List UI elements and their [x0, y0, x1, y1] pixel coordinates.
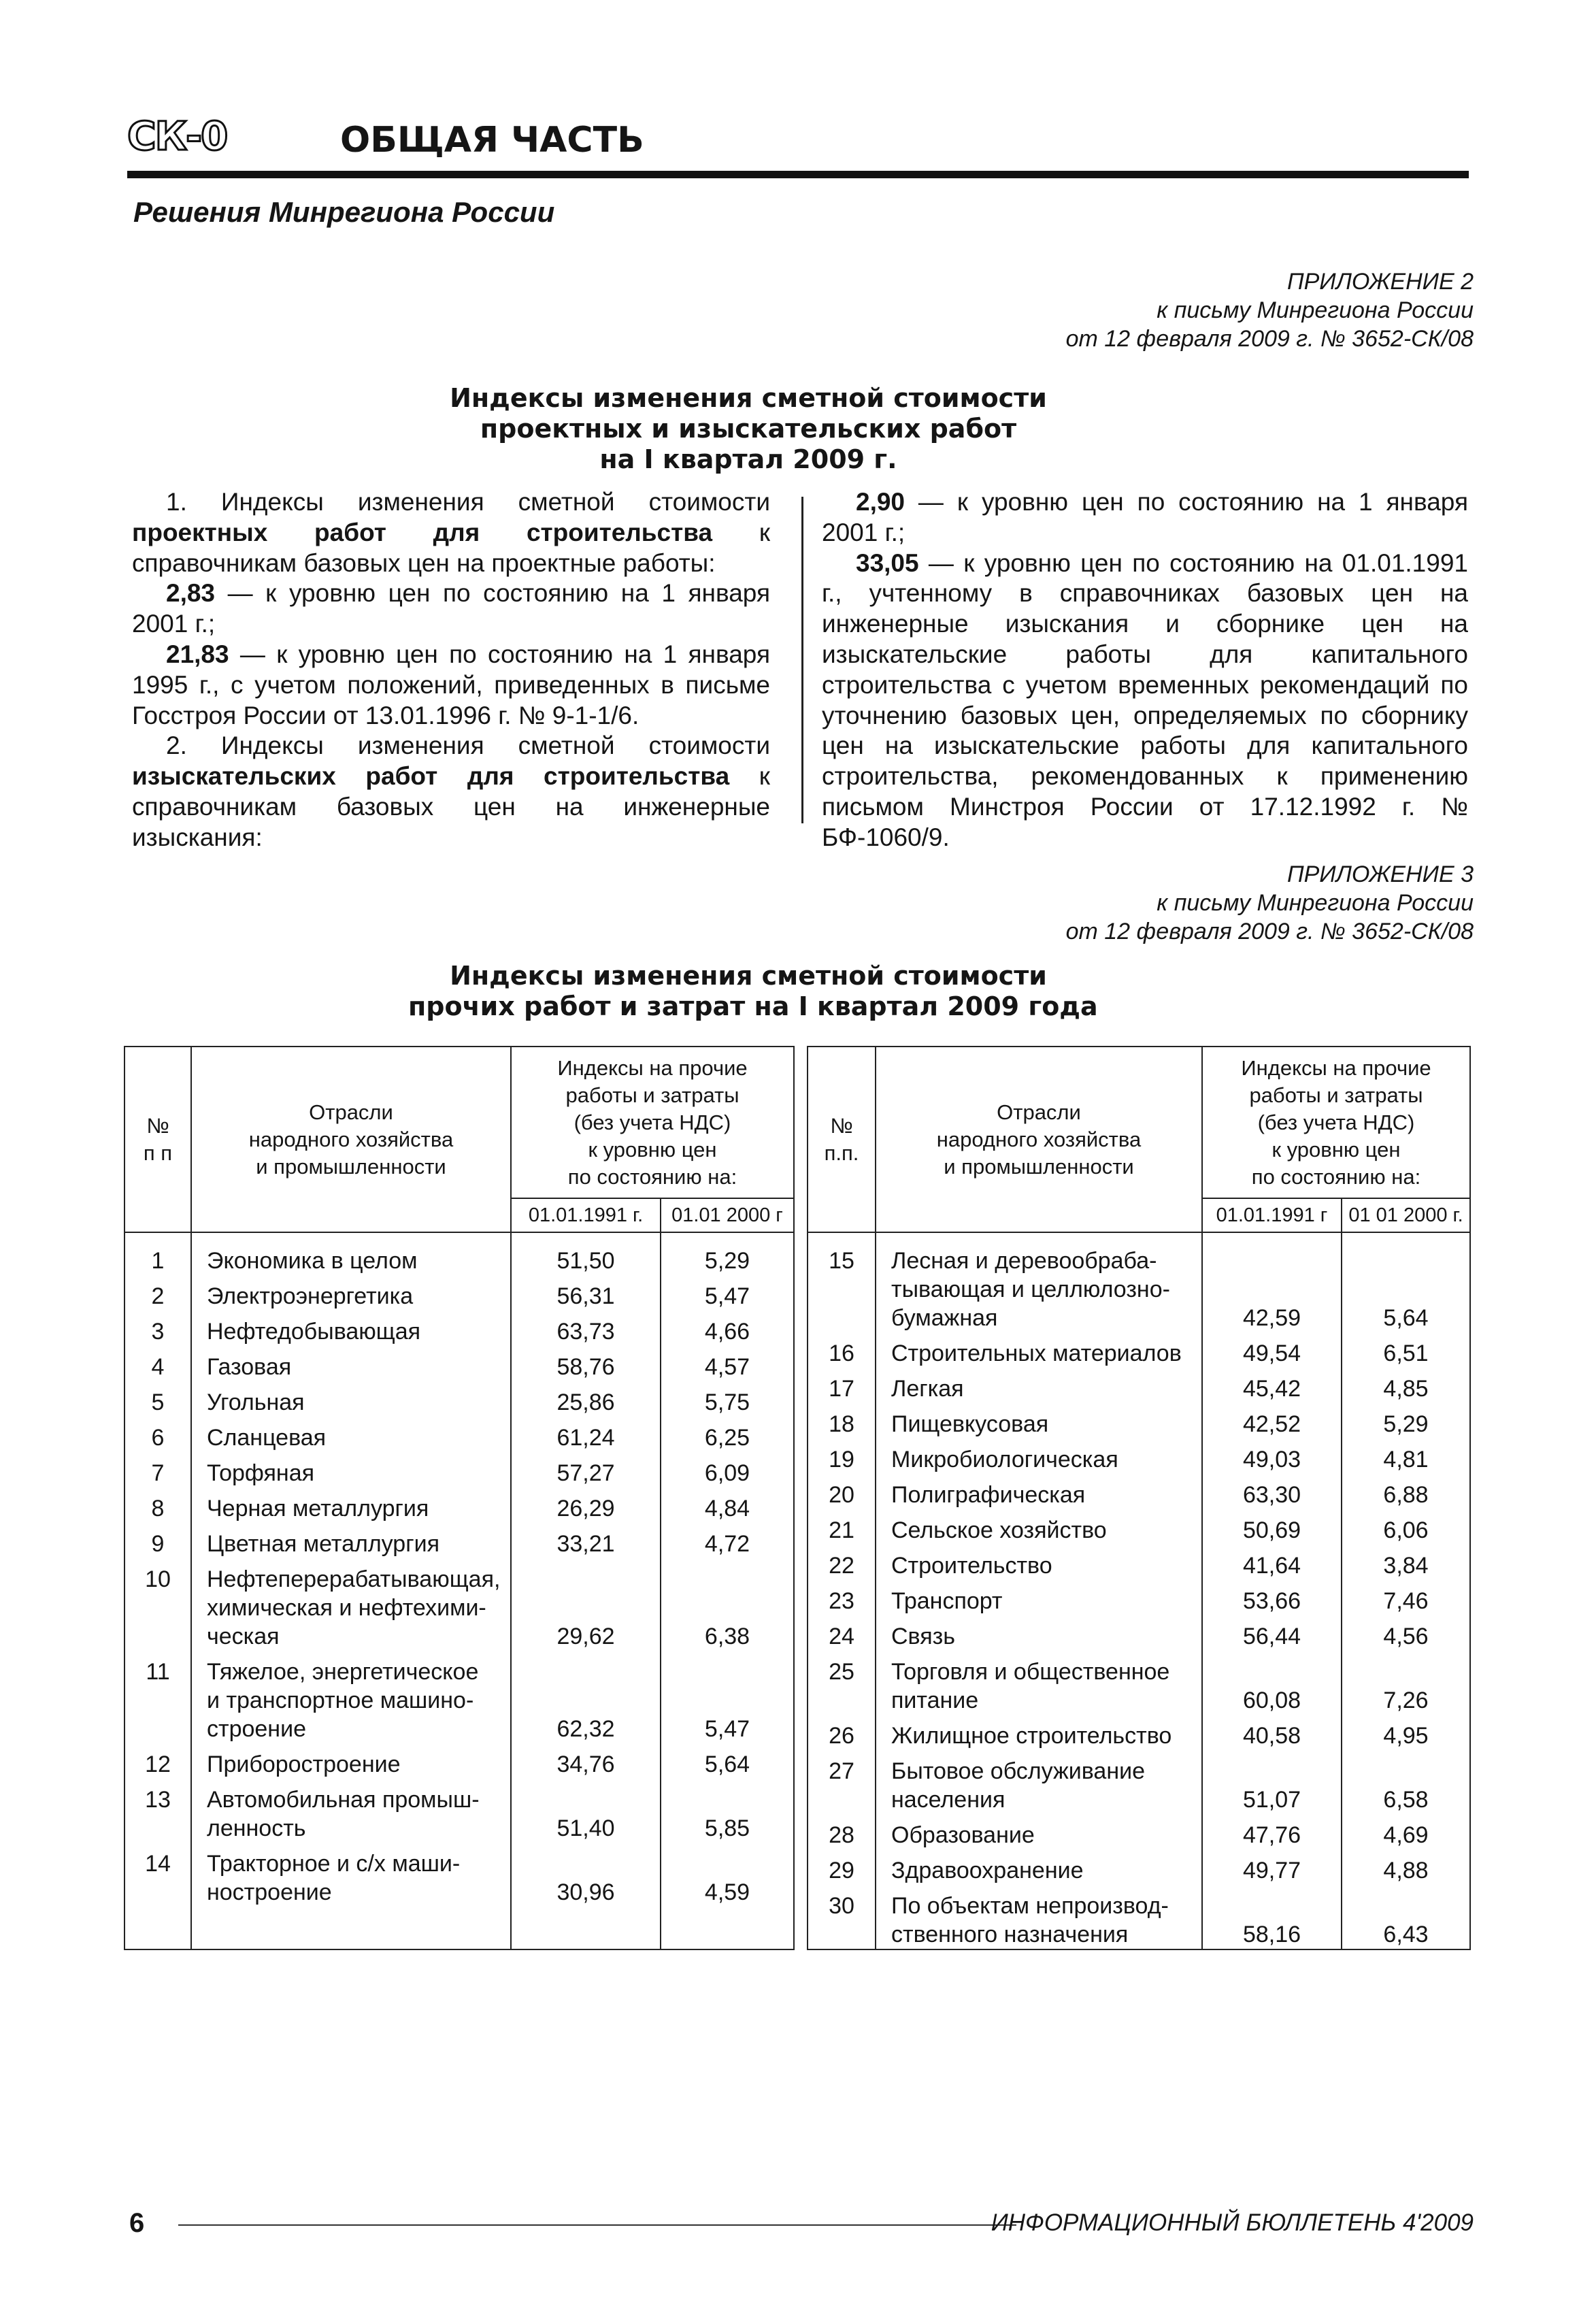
index-2000: 6,51 [1383, 1340, 1429, 1366]
index-2000: 6,09 [704, 1460, 750, 1486]
branch-name: Автомобильная промыш- [207, 1787, 480, 1813]
row-number: 13 [145, 1787, 171, 1813]
header-rule [127, 171, 1469, 178]
index-2000: 6,88 [1383, 1482, 1429, 1508]
col-1991-left [511, 1232, 661, 1949]
branch-name: питание [891, 1688, 979, 1713]
header-date-2000-right: 01 01 2000 г. [1342, 1198, 1470, 1232]
index-2000: 4,57 [704, 1354, 750, 1380]
branch-name: Строительных материалов [891, 1340, 1182, 1366]
index-2000: 5,29 [1383, 1411, 1429, 1437]
appendix-3-label: ПРИЛОЖЕНИЕ 3 [1286, 861, 1474, 887]
branch-name: бумажная [891, 1305, 998, 1331]
branch-name: Сланцевая [207, 1425, 327, 1451]
index-2000: 4,72 [704, 1531, 750, 1557]
index-2000: 5,47 [704, 1283, 750, 1309]
index-2000: 5,85 [704, 1815, 750, 1841]
branch-name: тывающая и целлюлозно- [891, 1277, 1170, 1302]
indices-table [124, 1046, 1471, 1950]
bulletin-title: ИНФОРМАЦИОННЫЙ БЮЛЛЕТЕНЬ 4'2009 [991, 2209, 1474, 2236]
row-number: 16 [829, 1340, 854, 1366]
appendix-2-label: ПРИЛОЖЕНИЕ 2 [1286, 269, 1474, 295]
row-number: 19 [829, 1447, 854, 1472]
index-1991: 58,16 [1242, 1922, 1301, 1947]
index-1991: 56,31 [556, 1283, 615, 1309]
index-1991: 41,64 [1242, 1553, 1301, 1579]
row-number: 23 [829, 1588, 854, 1614]
branch-name: Связь [891, 1624, 955, 1649]
appendix-2-date: от 12 февраля 2009 г. № 3652-СК/08 [1065, 326, 1474, 352]
branch-name: и транспортное машино- [207, 1688, 474, 1713]
row-number: 4 [151, 1354, 165, 1380]
header-branch-right: Отрасли народного хозяйства и промышленности [876, 1047, 1202, 1232]
row-number: 24 [829, 1624, 854, 1649]
appendix-2-left-column [132, 487, 770, 853]
index-1991: 51,07 [1242, 1787, 1301, 1813]
row-number: 1 [151, 1248, 165, 1274]
branch-name: Нефтеперерабатывающая, [207, 1566, 501, 1592]
appendix-3-letter: к письму Минрегиона России [1157, 890, 1474, 916]
index-2000: 5,75 [704, 1389, 750, 1415]
logo-text: СК-0 [127, 113, 227, 159]
index-1991: 45,42 [1242, 1376, 1301, 1402]
index-1991: 61,24 [556, 1425, 615, 1451]
index-1991: 63,73 [556, 1319, 615, 1345]
index-2000: 4,56 [1383, 1624, 1429, 1649]
branch-name: Жилищное строительство [891, 1723, 1172, 1749]
branch-name: По объектам непроизвод- [891, 1893, 1169, 1919]
index-1991: 56,44 [1242, 1624, 1301, 1649]
branch-name: Пищевкусовая [891, 1411, 1049, 1437]
index-1991: 58,76 [556, 1354, 615, 1380]
branch-name: ленность [207, 1815, 306, 1841]
row-number: 2 [151, 1283, 165, 1309]
paragraph-index-283: 2,83 — к уровню цен по состоянию на 1 января 2001 г.; [132, 579, 770, 638]
branch-name: Строительство [891, 1553, 1052, 1579]
row-number: 5 [151, 1389, 165, 1415]
branch-name: Тракторное и с/х маши- [207, 1851, 461, 1877]
index-2000: 5,29 [704, 1248, 750, 1274]
branch-name: Угольная [207, 1389, 305, 1415]
col-branch-right [876, 1232, 1202, 1949]
index-2000: 5,64 [1383, 1305, 1429, 1331]
logo [127, 114, 297, 157]
appendix-2-title: Индексы изменения сметной стоимости проектных и изыскательских работ на I квартал 2009 г. [450, 383, 1047, 474]
branch-name: ственного назначения [891, 1922, 1129, 1947]
header-index-left: Индексы на прочие работы и затраты (без учета НДС) к уровню цен по состоянию на: [511, 1047, 794, 1198]
index-1991: 62,32 [556, 1716, 615, 1742]
header-number-left: № п п [124, 1047, 191, 1232]
row-number: 18 [829, 1411, 854, 1437]
row-number: 26 [829, 1723, 854, 1749]
row-number: 9 [151, 1531, 165, 1557]
branch-name: Микробиологическая [891, 1447, 1118, 1472]
row-number: 11 [146, 1659, 170, 1685]
branch-name: Здравоохранение [891, 1858, 1084, 1883]
paragraph-index-290: 2,90 — к уровню цен по состоянию на 1 января 2001 г.; [822, 488, 1468, 546]
col-2000-left [661, 1232, 794, 1949]
paragraph-design-works: 1. Индексы изменения сметной стоимости проектных работ для строительства к справочникам базовых цен на проектные работы: [132, 488, 771, 577]
index-2000: 4,59 [704, 1879, 750, 1905]
table-gap [794, 1047, 808, 1949]
appendix-2-reference [793, 267, 1474, 353]
row-number: 22 [829, 1553, 854, 1579]
branch-name: Торговля и общественное [891, 1659, 1170, 1685]
row-number: 30 [829, 1893, 854, 1919]
index-1991: 60,08 [1242, 1688, 1301, 1713]
index-1991: 49,77 [1242, 1858, 1301, 1883]
branch-name: Экономика в целом [207, 1248, 418, 1274]
page-number: 6 [129, 2208, 145, 2238]
header-number-right: № п.п. [808, 1047, 876, 1232]
branch-name: Приборостроение [207, 1751, 401, 1777]
index-1991: 30,96 [556, 1879, 615, 1905]
index-1991: 42,52 [1242, 1411, 1301, 1437]
index-1991: 34,76 [556, 1751, 615, 1777]
branch-name: ческая [207, 1624, 280, 1649]
appendix-3-title: Индексы изменения сметной стоимости прочих работ и затрат на I квартал 2009 года [408, 961, 1098, 1021]
row-number: 6 [151, 1425, 165, 1451]
row-number: 27 [829, 1758, 854, 1784]
index-2000: 6,43 [1383, 1922, 1429, 1947]
col-number-right [808, 1232, 876, 1949]
branch-name: населения [891, 1787, 1005, 1813]
index-2000: 4,84 [704, 1496, 750, 1521]
row-number: 21 [829, 1517, 854, 1543]
row-number: 25 [829, 1659, 854, 1685]
index-1991: 51,50 [556, 1248, 615, 1274]
footer-rule [178, 2224, 1016, 2226]
section-title: ОБЩАЯ ЧАСТЬ [340, 120, 644, 161]
index-1991: 49,54 [1242, 1340, 1301, 1366]
index-2000: 4,95 [1383, 1723, 1429, 1749]
header-index-right: Индексы на прочие работы и затраты (без учета НДС) к уровню цен по состоянию на: [1202, 1047, 1470, 1198]
index-2000: 4,66 [704, 1319, 750, 1345]
index-2000: 6,58 [1383, 1787, 1429, 1813]
index-2000: 4,81 [1383, 1447, 1429, 1472]
branch-name: Бытовое обслуживание [891, 1758, 1146, 1784]
appendix-3-reference [793, 860, 1474, 946]
row-number: 7 [151, 1460, 165, 1486]
index-2000: 4,85 [1383, 1376, 1429, 1402]
index-2000: 4,88 [1383, 1858, 1429, 1883]
index-2000: 5,64 [704, 1751, 750, 1777]
appendix-3-date: от 12 февраля 2009 г. № 3652-СК/08 [1065, 919, 1474, 944]
index-1991: 53,66 [1242, 1588, 1301, 1614]
column-separator [801, 497, 803, 823]
branch-name: Сельское хозяйство [891, 1517, 1107, 1543]
header-date-2000-left: 01.01 2000 г [661, 1198, 794, 1232]
page-subtitle: Решения Минрегиона России [133, 196, 555, 228]
index-2000: 6,38 [704, 1624, 750, 1649]
index-2000: 7,26 [1383, 1688, 1429, 1713]
row-number: 14 [145, 1851, 171, 1877]
branch-name: Транспорт [891, 1588, 1003, 1614]
row-number: 15 [829, 1248, 854, 1274]
appendix-2-letter: к письму Минрегиона России [1157, 297, 1474, 323]
header-date-1991-right: 01.01.1991 г [1202, 1198, 1342, 1232]
index-1991: 50,69 [1242, 1517, 1301, 1543]
index-2000: 6,06 [1383, 1517, 1429, 1543]
index-1991: 40,58 [1242, 1723, 1301, 1749]
index-1991: 25,86 [556, 1389, 615, 1415]
header-branch-left: Отрасли народного хозяйства и промышленности [191, 1047, 511, 1232]
row-number: 12 [145, 1751, 171, 1777]
index-1991: 57,27 [556, 1460, 615, 1486]
row-number: 29 [829, 1858, 854, 1883]
branch-name: Газовая [207, 1354, 292, 1380]
col-1991-right [1202, 1232, 1342, 1949]
branch-name: Лесная и деревообраба- [891, 1248, 1157, 1274]
index-1991: 51,40 [556, 1815, 615, 1841]
branch-name: Торфяная [207, 1460, 315, 1486]
index-1991: 47,76 [1242, 1822, 1301, 1848]
index-1991: 33,21 [556, 1531, 615, 1557]
branch-name: Образование [891, 1822, 1035, 1848]
index-1991: 29,62 [556, 1624, 615, 1649]
paragraph-index-3305: 33,05 — к уровню цен по состоянию на 01.01.1991 г., учтенному в справочниках базовых цен на инженерные изыскания и сборнике цен на изыскательские работы для капитального строительства с учетом временных рекомендаций по уточнению базовых цен, определяемых по сборнику цен на изыскательские работы для капитального строительства, рекомендованных к применению письмом Минстроя России от 17.12.1992 г. № БФ-1060/9. [822, 548, 1468, 851]
row-number: 20 [829, 1482, 854, 1508]
col-branch-left [191, 1232, 511, 1949]
branch-name: химическая и нефтехими- [207, 1595, 486, 1621]
row-number: 3 [151, 1319, 165, 1345]
index-1991: 49,03 [1242, 1447, 1301, 1472]
index-1991: 26,29 [556, 1496, 615, 1521]
index-2000: 7,46 [1383, 1588, 1429, 1614]
index-1991: 42,59 [1242, 1305, 1301, 1331]
row-number: 17 [829, 1376, 854, 1402]
header-date-1991-left: 01.01.1991 г. [511, 1198, 661, 1232]
index-2000: 3,84 [1383, 1553, 1429, 1579]
branch-name: Нефтедобывающая [207, 1319, 421, 1345]
branch-name: Полиграфическая [891, 1482, 1086, 1508]
col-number-left [124, 1232, 191, 1949]
branch-name: строение [207, 1716, 306, 1742]
appendix-2-right-column [822, 487, 1468, 853]
paragraph-survey-works: 2. Индексы изменения сметной стоимости изыскательских работ для строительства к справочникам базовых цен на инженерные изыскания: [132, 731, 770, 851]
index-2000: 5,47 [704, 1716, 750, 1742]
col-2000-right [1342, 1232, 1470, 1949]
branch-name: ностроение [207, 1879, 332, 1905]
branch-name: Тяжелое, энергетическое [207, 1659, 479, 1685]
branch-name: Черная металлургия [207, 1496, 429, 1521]
index-2000: 6,25 [704, 1425, 750, 1451]
index-2000: 4,69 [1383, 1822, 1429, 1848]
index-1991: 63,30 [1242, 1482, 1301, 1508]
branch-name: Легкая [891, 1376, 964, 1402]
row-number: 8 [151, 1496, 165, 1521]
paragraph-index-2183: 21,83 — к уровню цен по состоянию на 1 января 1995 г., с учетом положений, приведенных в письме Госстроя России от 13.01.1996 г. № 9-1-1/6. [132, 640, 770, 729]
row-number: 10 [145, 1566, 171, 1592]
row-number: 28 [829, 1822, 854, 1848]
branch-name: Цветная металлургия [207, 1531, 439, 1557]
branch-name: Электроэнергетика [207, 1283, 414, 1309]
